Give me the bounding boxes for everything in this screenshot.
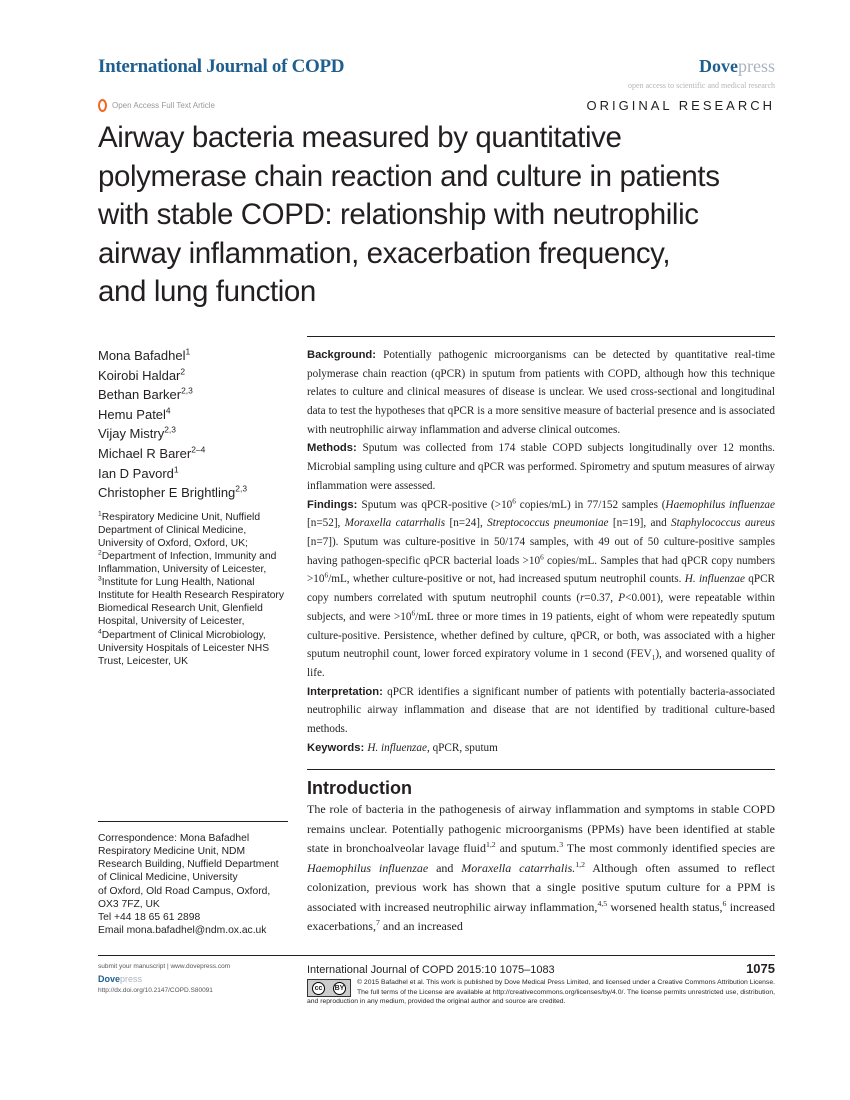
license-block [307, 978, 775, 1007]
text-run: 7 [375, 918, 380, 928]
title-line: with stable COPD: relationship with neutrophilic [98, 198, 699, 232]
text-run: and [428, 860, 462, 875]
text-run: /mL, whether culture-positive or not, had increased sputum neutrophil counts. [328, 573, 685, 586]
text-run: copies/mL. Samples that had qPCR copy numbers >10 [307, 554, 775, 586]
text-run: Moraxella catarrhalis [344, 517, 446, 530]
text-run: and an increased [379, 919, 463, 934]
title-line: airway inflammation, exacerbation frequency, [98, 236, 671, 270]
text-run: 6 [540, 552, 544, 561]
by-icon: BY [333, 982, 346, 995]
author [98, 346, 288, 366]
correspondence-block [98, 805, 288, 937]
footer-right [307, 961, 775, 1007]
text-run: and sputum. [495, 841, 560, 856]
submit-link[interactable]: submit your manuscript | www.dovepress.com [98, 963, 231, 971]
correspondence-line: OX3 7FZ, UK [98, 898, 160, 910]
author-list [98, 336, 288, 503]
text-run: 1 [98, 510, 102, 518]
text-run: 6 [722, 898, 727, 908]
correspondence-line: Respiratory Medicine Unit, NDM [98, 846, 246, 858]
page-number: 1075 [746, 961, 775, 977]
section-label: Findings: [307, 498, 362, 511]
citation-row [307, 961, 775, 976]
title-line: polymerase chain reaction and culture in patients [98, 159, 720, 193]
footer-divider [98, 955, 775, 957]
publisher-block [628, 56, 775, 90]
abstract-findings [307, 496, 775, 683]
text-run: Sputum was qPCR-positive (>10 [361, 498, 513, 511]
author-name: Vijay Mistry [98, 426, 165, 442]
correspondence-line: Correspondence: Mona Bafadhel [98, 833, 250, 845]
text-run: H. influenzae [684, 573, 745, 586]
text-run: <0.001), were repeatable within subjects, and were >10 [307, 592, 775, 623]
text-run: Haemophilus influenzae [665, 498, 775, 511]
author-affiliation-mark: 2–4 [191, 444, 206, 455]
text-run: increased exacerbations, [307, 899, 775, 934]
text-run: P [618, 592, 626, 605]
author-name: Bethan Barker [98, 387, 182, 403]
text-run: Institute for Lung Health, National Institute for Health Research Respiratory Biomedical Research Unit, Glenfield Hospital, University of Leicester, [98, 577, 284, 628]
introduction-text [307, 800, 775, 937]
text-run: Potentially pathogenic microorganisms can be detected by quantitative real-time polymerase chain reaction (qPCR) in sputum from patients with COPD, although how this technique relates to culture and clinical measures of disease is unclear. We used cross-sectional and longitudinal data to test the hypotheses that qPCR is a more sensitive measure of bacterial presence and is associated with neutrophilic airway inflammation and adverse clinical outcomes. [307, 348, 775, 436]
section-label: Keywords: [307, 741, 368, 754]
publisher-name-a: Dove [699, 56, 738, 76]
open-access-icon [98, 99, 107, 112]
author-name: Mona Bafadhel [98, 347, 186, 363]
text-run: 1 [651, 654, 656, 663]
title-line: Airway bacteria measured by quantitative [98, 121, 622, 154]
footer-left [98, 961, 288, 1007]
text-run: /mL three or more times in 19 patients, eight of whom were repeatedly sputum culture-positive. Persistence, whether defined by culture, qPCR, or both, was associated with a higher sputum neutrophil count, lower forced expiratory volume in 1 second (FEV [307, 610, 775, 661]
author-name: Hemu Patel [98, 406, 166, 422]
text-run: Department of Clinical Microbiology, University Hospitals of Leicester NHS Trust, Leicester, UK [98, 629, 270, 667]
correspondence-line: Tel +44 18 65 61 2898 [98, 911, 201, 923]
author-name: Koirobi Haldar [98, 367, 181, 383]
abstract-keywords [307, 739, 775, 758]
right-column [307, 336, 775, 937]
dove-b: press [120, 974, 143, 985]
abstract-background [307, 346, 775, 440]
author [98, 385, 288, 405]
text-run: Haemophilus influenzae [307, 860, 429, 875]
section-label: Background: [307, 348, 384, 361]
text-run: 4,5 [597, 898, 608, 908]
text-run: [n=52], [307, 517, 345, 530]
left-column [98, 336, 288, 937]
author [98, 405, 288, 425]
text-run: The most commonly identified species are [563, 841, 775, 856]
publisher-name-b: press [738, 56, 775, 76]
text-run: qPCR copy numbers correlated with sputum neutrophil counts ( [307, 573, 775, 605]
journal-name: International Journal of COPD [98, 56, 345, 77]
license-text: © 2015 Bafadhel et al. This work is published by Dove Medical Press Limited, and licensed under a Creative Commons Attribution License. The full terms of the License are available at http://creativecommons.org/licenses/by/4.0/. The license permits unrestricted use, distribution, and reproduction in any medium, provided the original author and source are credited. [307, 979, 775, 1006]
text-run: [n=7]). Sputum was culture-positive in 50/174 samples, with 49 out of 50 culture-positive samples having pathogen-specific qPCR bacterial loads >10 [307, 536, 775, 567]
author [98, 424, 288, 444]
text-run: Sputum was collected from 174 stable COPD subjects longitudinally over 12 months. Microbial sampling using culture and qPCR was performed. Spirometry and sputum measures of airway inflammation were assessed. [307, 442, 775, 492]
author [98, 444, 288, 464]
cc-icon: cc [312, 982, 325, 995]
text-run: worsened health status, [607, 899, 723, 914]
author [98, 483, 288, 503]
text-run: 6 [324, 571, 329, 580]
footer-row [98, 961, 775, 1007]
text-run: Moraxella catarrhalis. [461, 860, 576, 875]
affiliations [98, 511, 288, 668]
author-name: Michael R Barer [98, 445, 192, 461]
correspondence-line: of Oxford, Old Road Campus, Oxford, [98, 885, 271, 897]
citation: International Journal of COPD 2015:10 1075–1083 [307, 964, 555, 977]
author-name: Ian D Pavord [98, 465, 174, 481]
page-header [98, 56, 775, 90]
author-affiliation-mark: 2,3 [235, 483, 248, 494]
text-run: 3 [559, 840, 564, 850]
publisher-logo[interactable] [628, 56, 775, 77]
text-run: Staphylococcus aureus [671, 517, 775, 530]
doi-link[interactable]: http://dx.doi.org/10.2147/COPD.S80091 [98, 987, 213, 995]
abstract-methods [307, 439, 775, 495]
author-affiliation-mark: 2,3 [164, 425, 176, 436]
abstract [307, 337, 775, 757]
text-run: 3 [98, 575, 102, 583]
correspondence-line: Research Building, Nuffield Department [98, 859, 279, 871]
author [98, 366, 288, 386]
abstract-interpretation [307, 683, 775, 739]
footer-dovepress-logo[interactable] [98, 973, 288, 985]
author-affiliation-mark: 1 [173, 464, 179, 475]
dove-a: Dove [98, 974, 121, 985]
text-run: Streptococcus pneumoniae [487, 517, 609, 530]
cc-by-license-icon[interactable] [307, 979, 351, 997]
section-label: Methods: [307, 442, 363, 455]
correspondence-line: of Clinical Medicine, University [98, 872, 238, 884]
text-run: Although often assumed to reflect colonization, previous work has shown that a single positive sputum culture for a PPM is associated with increased neutrophilic airway inflammation, [307, 860, 776, 914]
body-columns [98, 336, 775, 937]
divider [98, 821, 288, 822]
correspondence-line: Email mona.bafadhel@ndm.ox.ac.uk [98, 924, 267, 936]
text-run: qPCR identifies a significant number of patients with potentially bacteria-associated neutrophilic airway inflammation and disease that are not identified by traditional culture-based methods. [307, 685, 775, 736]
article-title [98, 119, 775, 312]
text-run: Respiratory Medicine Unit, Nuffield Department of Clinical Medicine, University of Oxford, Oxford, UK; [98, 511, 261, 549]
text-run: ), and worsened quality of life. [307, 648, 775, 679]
text-run: Department of Infection, Immunity and Inflammation, University of Leicester, [98, 551, 277, 576]
article-type: ORIGINAL RESEARCH [586, 98, 775, 113]
section-label: Interpretation: [307, 685, 388, 698]
page-footer [98, 955, 775, 1007]
text-run: =0.37, [584, 592, 619, 605]
text-run: 4 [98, 628, 102, 636]
text-run: H. influenzae [367, 741, 427, 754]
text-run: 6 [411, 609, 416, 618]
text-run: , qPCR, sputum [426, 741, 498, 754]
author-affiliation-mark: 1 [185, 346, 191, 357]
open-access-label [98, 99, 215, 112]
text-run: The role of bacteria in the pathogenesis of airway inflammation and symptoms in stable COPD remains unclear. Potentially pathogenic microorganisms (PPMs) have been identified at stable state in bronchoalveolar lavage fluid [307, 802, 775, 856]
title-line: and lung function [98, 275, 316, 309]
text-run: [n=24], [445, 517, 488, 530]
text-run: [n=19], and [608, 517, 672, 530]
author-affiliation-mark: 2 [180, 366, 186, 377]
publisher-tagline: open access to scientific and medical research [627, 81, 775, 90]
author-name: Christopher E Brightling [98, 485, 236, 501]
text-run: 1,2 [575, 859, 586, 869]
text-run: r [580, 592, 585, 605]
article-meta-row [98, 98, 775, 113]
author-affiliation-mark: 2,3 [181, 385, 193, 396]
correspondence [98, 832, 288, 937]
text-run: 2 [98, 549, 102, 557]
divider [307, 769, 775, 770]
open-access-text: Open Access Full Text Article [112, 101, 216, 110]
author [98, 464, 288, 484]
author-affiliation-mark: 4 [165, 405, 171, 416]
section-heading: Introduction [307, 778, 412, 799]
text-run: 6 [512, 496, 516, 505]
text-run: 1,2 [485, 840, 496, 850]
text-run: copies/mL) in 77/152 samples ( [515, 498, 666, 511]
